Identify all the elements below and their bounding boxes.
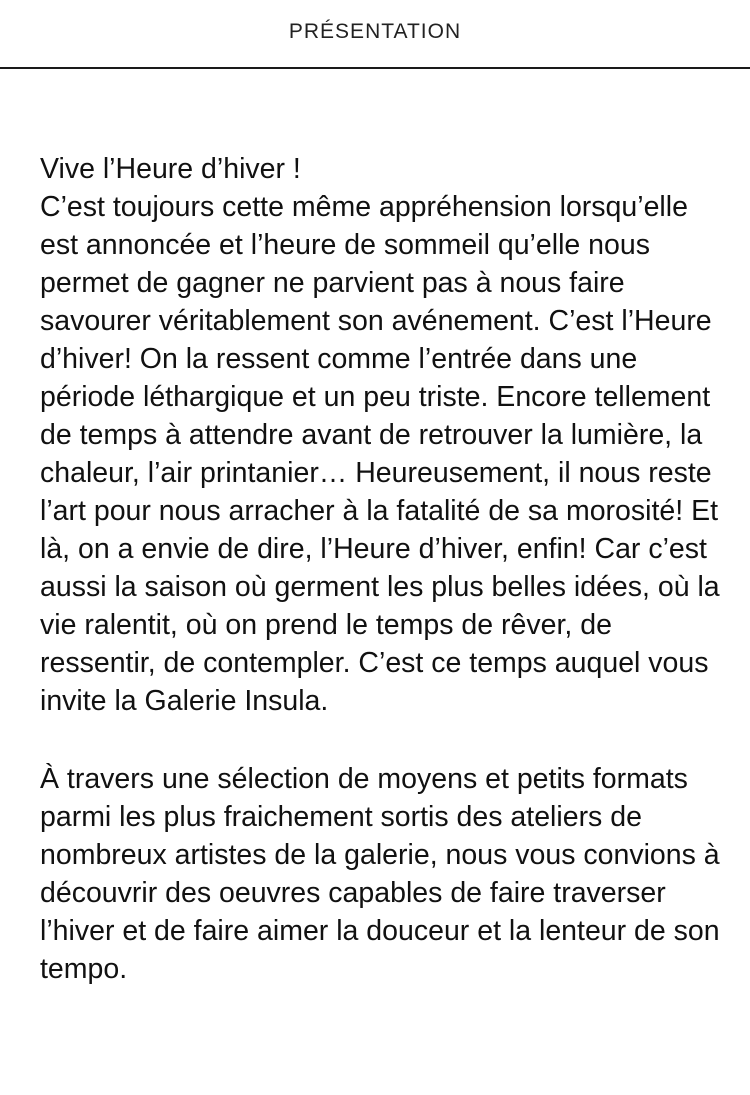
article-body bbox=[40, 150, 720, 988]
page-title: PRÉSENTATION bbox=[288, 20, 462, 43]
article-paragraph-1: C’est toujours cette même appréhension lorsqu’elle est annoncée et l’heure de sommeil qu’elle nous permet de gagner ne parvient pas à nous faire savourer véritablement son avénement. C’est l’Heure d’hiver! On la ressent comme l’entrée dans une période léthargique et un peu triste. Encore tellement de temps à attendre avant de retrouver la lumière, la chaleur, l’air printanier… Heureusement, il nous reste l’art pour nous arracher à la fatalité de sa morosité! Et là, on a envie de dire, l’Heure d’hiver, enfin! Car c’est aussi la saison où germent les plus belles idées, où la vie ralentit, où on prend le temps de rêver, de ressentir, de contempler. C’est ce temps auquel vous invite la Galerie Insula. bbox=[40, 191, 720, 717]
paragraph-spacer bbox=[40, 720, 720, 760]
article-paragraph-2: À travers une sélection de moyens et petits formats parmi les plus fraichement sortis des ateliers de nombreux artistes de la galerie, nous vous convions à découvrir des oeuvres capables de faire traverser l’hiver et de faire aimer la douceur et la lenteur de son tempo. bbox=[40, 763, 720, 985]
article-heading: Vive l’Heure d’hiver ! bbox=[40, 153, 301, 185]
page-header bbox=[0, 0, 750, 69]
